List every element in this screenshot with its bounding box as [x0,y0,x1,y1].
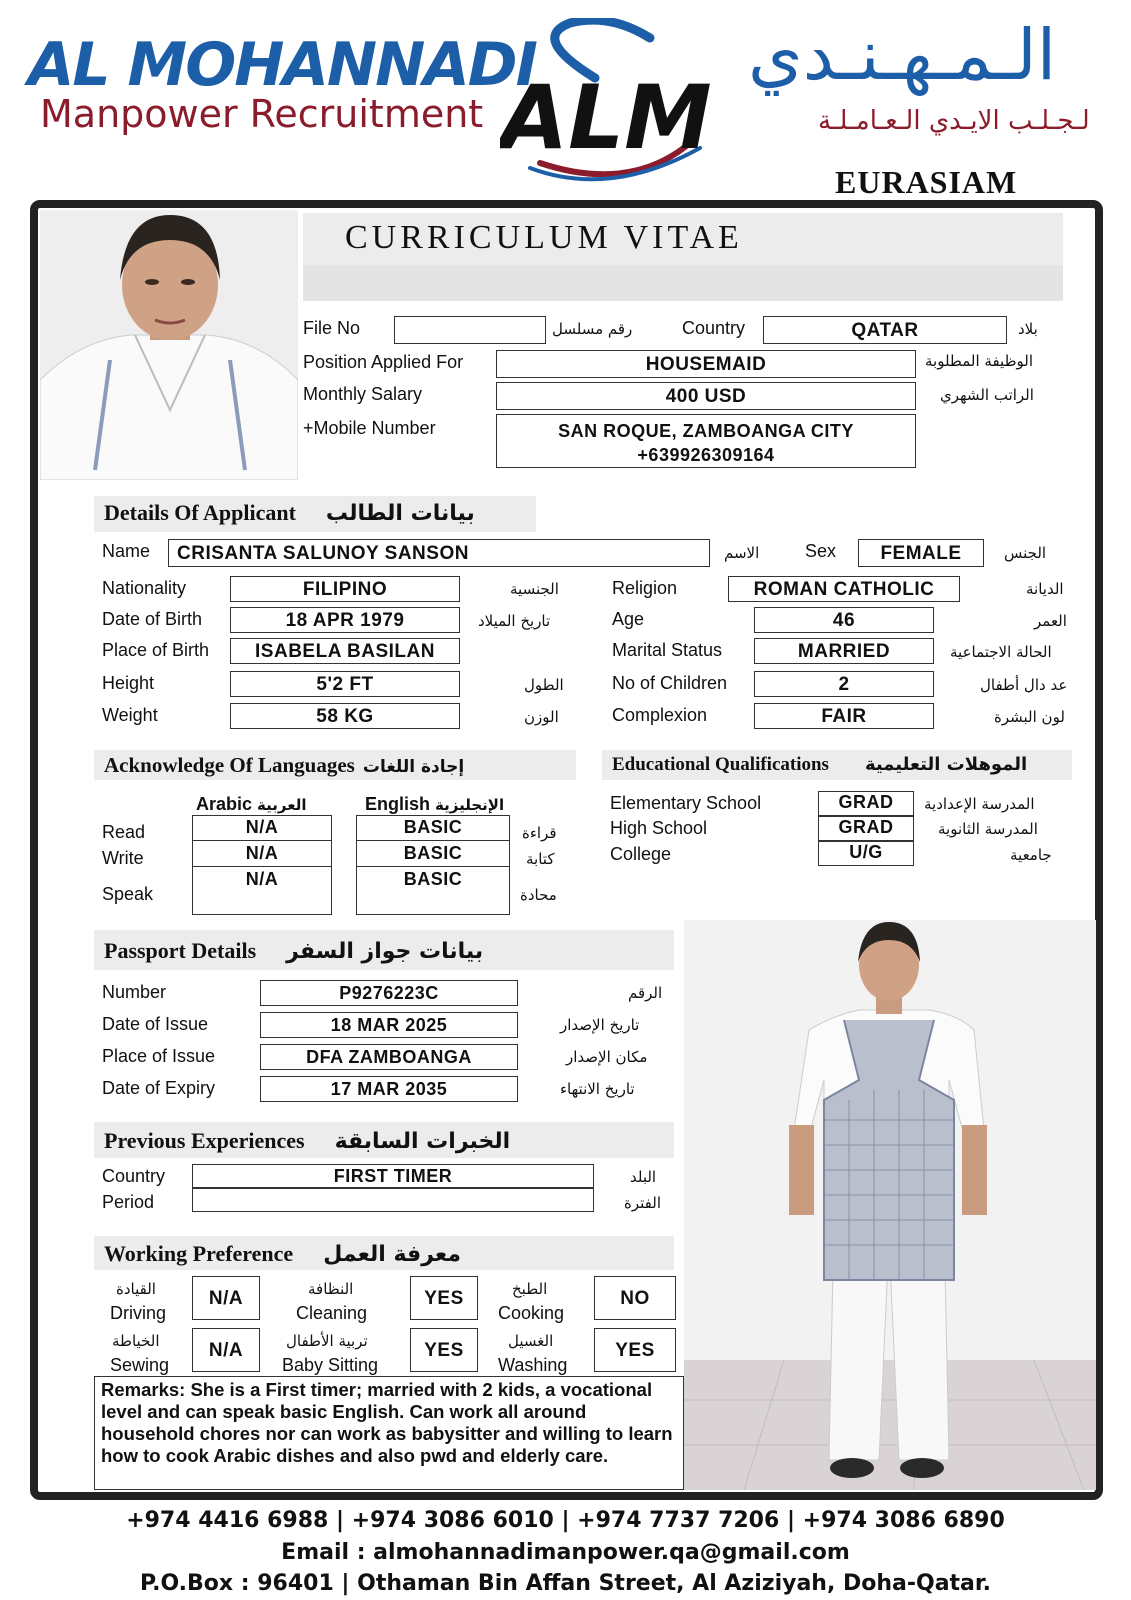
nationality-label-ar: الجنسية [510,580,559,598]
cooking-value: NO [594,1276,676,1320]
washing-label-ar: الغسيل [508,1332,554,1350]
expiry-date-value: 17 MAR 2035 [260,1076,518,1102]
sewing-label: Sewing [110,1355,170,1375]
english-label: English [365,794,431,814]
passport-number-label: Number [102,982,167,1002]
sewing-value: N/A [192,1328,260,1372]
mobile-value [496,414,916,468]
driving-label: Driving [110,1303,167,1323]
write-label-ar: كتابة [526,850,555,868]
mobile-label: +Mobile Number [303,418,436,438]
file-no-value [394,316,546,344]
children-label-ar: عد دال أطفال [980,676,1068,694]
exp-period-label-ar: الفترة [624,1194,661,1212]
elementary-label: Elementary School [610,793,762,813]
dob-label: Date of Birth [102,609,203,629]
nationality-value: FILIPINO [230,576,460,602]
read-label: Read [102,822,146,842]
section-title: Working Preference [104,1241,294,1266]
issue-date-label: Date of Issue [102,1014,209,1034]
logo-text: ALM [500,66,712,169]
washing-label: Washing [498,1355,568,1375]
pob-label: Place of Birth [102,640,210,660]
arabic-column-header [196,794,306,815]
write-arabic-value: N/A [192,843,332,867]
religion-label: Religion [612,578,678,598]
exp-period-label: Period [102,1192,155,1212]
highschool-value: GRAD [818,816,914,841]
cleaning-label-ar: النظافة [308,1280,354,1298]
weight-label: Weight [102,705,158,725]
country-label-ar: بلاد [1018,320,1038,338]
issue-place-value: DFA ZAMBOANGA [260,1044,518,1070]
cleaning-value: YES [410,1276,478,1320]
position-label-ar: الوظيفة المطلوبة [925,352,1033,370]
children-value: 2 [754,671,934,697]
section-languages [94,750,576,780]
read-label-ar: قراءة [522,824,557,842]
section-title: Educational Qualifications [612,754,829,775]
phone-line: +639926309164 [637,445,775,465]
section-title: Details Of Applicant [104,500,296,525]
speak-label-ar: محادة [520,886,557,904]
brand-subtitle-en: Manpower Recruitment [40,92,484,136]
driving-value: N/A [192,1276,260,1320]
issue-date-value: 18 MAR 2025 [260,1012,518,1038]
section-title-ar: بيانات الطالب [325,501,475,526]
issue-place-label-ar: مكان الإصدار [566,1048,648,1066]
exp-period-value [192,1188,594,1212]
elementary-label-ar: المدرسة الإعدادية [924,795,1035,813]
section-title-ar: بيانات جواز السفر [286,939,484,964]
complexion-label-ar: لون البشرة [994,708,1065,726]
issue-place-label: Place of Issue [102,1046,216,1066]
driving-label-ar: القيادة [116,1280,156,1298]
footer-phones: +974 4416 6988 | +974 3086 6010 | +974 7737 7206 | +974 3086 6890 [126,1508,1005,1533]
age-value: 46 [754,607,934,633]
applicant-full-body-photo [684,920,1096,1490]
footer-email: Email : almohannadimanpower.qa@gmail.com [281,1540,850,1565]
speak-label: Speak [102,884,154,904]
religion-value: ROMAN CATHOLIC [728,576,960,602]
sex-value: FEMALE [858,539,984,567]
age-label-ar: العمر [1034,612,1067,630]
speak-english-value: BASIC [403,869,463,889]
height-label: Height [102,673,155,693]
marital-value: MARRIED [754,638,934,664]
brand-name-ar: الـمـهـنـدي [748,14,1057,96]
salary-label-ar: الراتب الشهري [940,386,1034,404]
section-details-applicant [94,496,536,532]
pob-value: ISABELA BASILAN [230,638,460,664]
country-value: QATAR [763,316,1007,344]
section-passport [94,930,674,970]
complexion-label: Complexion [612,705,708,725]
section-preference [94,1236,674,1270]
read-english-value: BASIC [356,817,510,841]
section-title-ar: الخبرات السابقة [334,1129,511,1154]
cleaning-label: Cleaning [296,1303,368,1323]
exp-country-value: FIRST TIMER [192,1164,594,1188]
agency-name: EURASIAM [835,164,1018,200]
section-title-ar: الموهلات التعليمية [864,754,1028,775]
washing-value: YES [594,1328,676,1372]
section-title: Passport Details [104,938,257,963]
expiry-date-label-ar: تاريخ الانتهاء [560,1080,635,1098]
religion-label-ar: الديانة [1026,580,1064,598]
passport-number-value: P9276223C [260,980,518,1006]
english-column-header [365,794,504,815]
height-value: 5'2 FT [230,671,460,697]
applicant-portrait-photo [40,210,298,480]
exp-country-label: Country [102,1166,166,1186]
english-label-ar: الإنجليزية [435,796,505,814]
dob-value: 18 APR 1979 [230,607,460,633]
dob-label-ar: تاريخ الميلاد [478,612,551,630]
children-label: No of Children [612,673,728,693]
salary-value: 400 USD [496,382,916,410]
issue-date-label-ar: تاريخ الإصدار [560,1016,640,1034]
arabic-label: Arabic [196,794,253,814]
nationality-label: Nationality [102,578,187,598]
sewing-label-ar: الخياطة [112,1332,160,1350]
babysitting-label: Baby Sitting [282,1355,379,1375]
section-title-ar: إجادة اللغات [362,757,465,777]
section-title: Previous Experiences [104,1128,305,1153]
cv-title: CURRICULUM VITAE [303,213,1063,265]
address-line: SAN ROQUE, ZAMBOANGA CITY [558,421,854,441]
remarks-box: Remarks: She is a First timer; married with 2 kids, a vocational level and can speak basic English. Can work all around household chores nor can work as babysitter and willing to learn how to cook Arabic dishes and also pwd and elderly care. [94,1376,684,1490]
highschool-label: High School [610,818,708,838]
read-arabic-value: N/A [192,817,332,841]
write-label: Write [102,848,144,868]
height-label-ar: الطول [524,676,564,694]
babysitting-label-ar: تربية الأطفال [286,1332,368,1350]
name-label: Name [102,541,151,561]
footer-address: P.O.Box : 96401 | Othaman Bin Affan Street, Al Aziziyah, Doha-Qatar. [140,1571,991,1596]
name-label-ar: الاسم [724,544,760,562]
section-title: Acknowledge Of Languages [104,753,355,777]
arabic-label-ar: العربية [257,796,307,814]
speak-arabic-value: N/A [245,869,279,889]
highschool-label-ar: المدرسة الثانوية [938,820,1038,838]
passport-number-label-ar: الرقم [628,984,663,1002]
salary-label: Monthly Salary [303,384,423,404]
section-education [602,750,1072,780]
section-experience [94,1122,674,1158]
age-label: Age [612,609,645,629]
babysitting-value: YES [410,1328,478,1372]
name-value: CRISANTA SALUNOY SANSON [168,539,710,567]
cv-title-bar [303,265,1063,301]
expiry-date-label: Date of Expiry [102,1078,216,1098]
sex-label: Sex [805,541,837,561]
marital-label-ar: الحالة الاجتماعية [950,643,1052,661]
college-label: College [610,844,672,864]
brand-subtitle-ar: لـجـلـب الايـدي الـعـامـلـة [818,106,1090,136]
marital-label: Marital Status [612,640,723,660]
country-label: Country [682,318,746,338]
cooking-label: Cooking [498,1303,565,1323]
file-no-label: File No [303,318,361,338]
college-value: U/G [818,841,914,866]
cooking-label-ar: الطبخ [512,1280,548,1298]
section-title-ar: معرفة العمل [323,1242,461,1267]
exp-country-label-ar: البلد [630,1168,657,1186]
weight-value: 58 KG [230,703,460,729]
college-label-ar: جامعية [1010,846,1052,864]
position-value: HOUSEMAID [496,350,916,378]
file-no-label-ar: رقم مسلسل [552,320,633,338]
elementary-value: GRAD [818,791,914,816]
sex-label-ar: الجنس [1004,544,1047,562]
complexion-value: FAIR [754,703,934,729]
position-label: Position Applied For [303,352,464,372]
brand-name-en: AL MOHANNADI [28,30,536,100]
weight-label-ar: الوزن [524,708,559,726]
write-english-value: BASIC [356,843,510,867]
alm-logo-icon [500,18,725,188]
